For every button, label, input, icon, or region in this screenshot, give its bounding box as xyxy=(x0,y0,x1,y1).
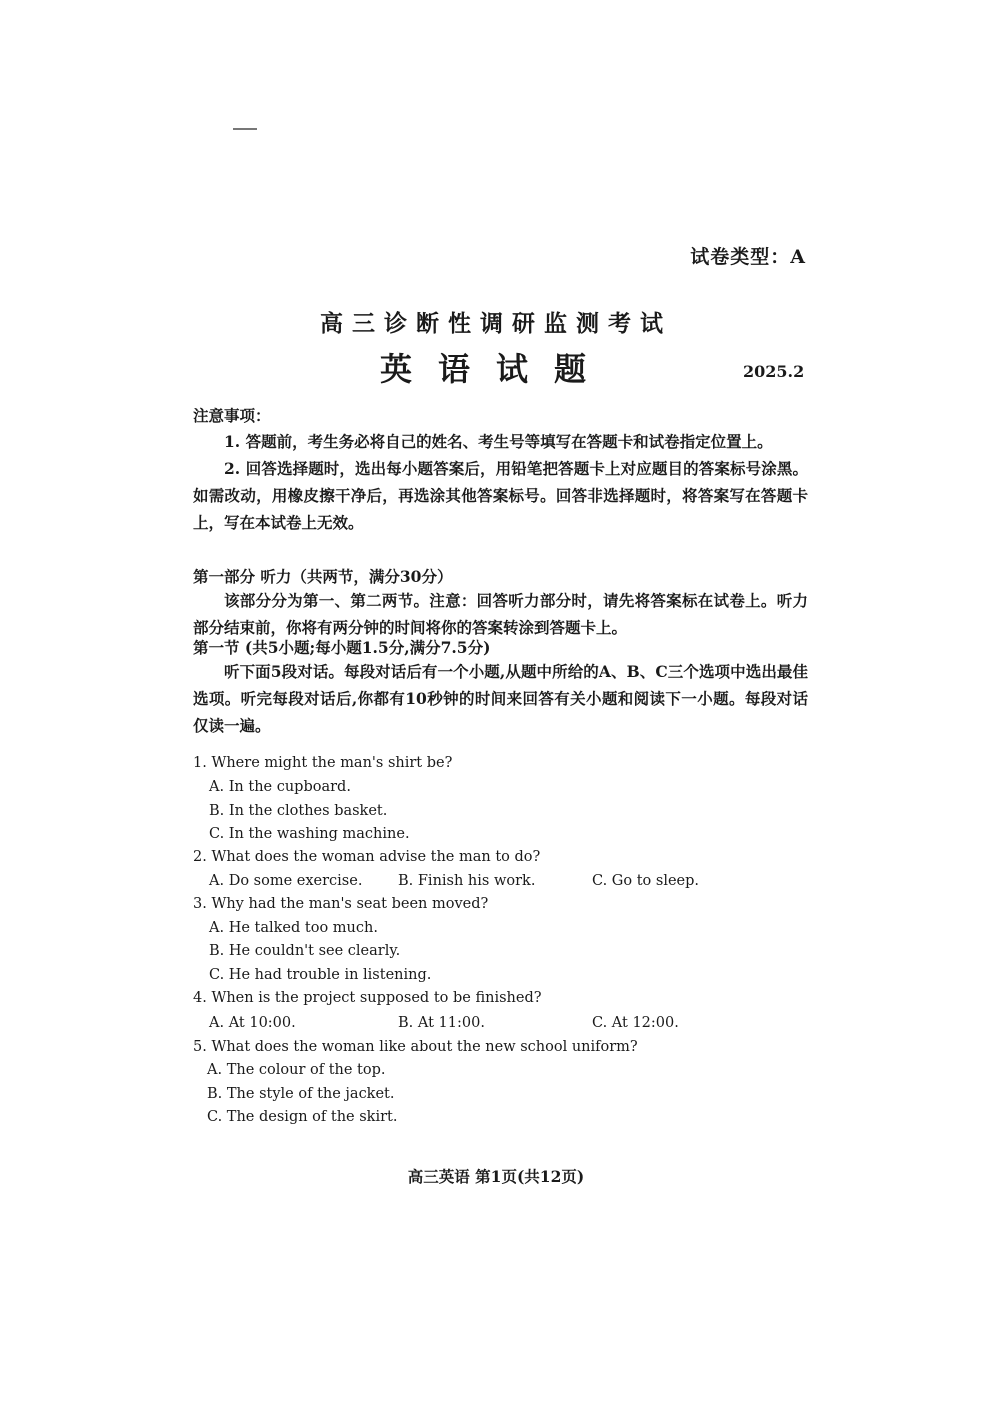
question-2-stem: 2. What does the woman advise the man to do? xyxy=(193,849,541,865)
question-5-option-b: B. The style of the jacket. xyxy=(207,1086,395,1102)
question-2-option-c: C. Go to sleep. xyxy=(592,873,700,889)
exam-title: 高三诊断性调研监测考试 xyxy=(320,310,672,337)
question-1-stem: 1. Where might the man's shirt be? xyxy=(193,755,453,771)
paper-type-label: 试卷类型：A xyxy=(690,246,806,268)
exam-date: 2025.2 xyxy=(743,362,805,381)
section1-heading: 第一节 (共5小题;每小题1.5分,满分7.5分) xyxy=(193,638,491,657)
question-2-option-a: A. Do some exercise. xyxy=(209,873,363,889)
question-1-option-c: C. In the washing machine. xyxy=(209,826,410,842)
page-footer: 高三英语 第1页(共12页) xyxy=(407,1167,585,1186)
section1-intro: 听下面5段对话。每段对话后有一个小题,从题中所给的A、B、C三个选项中选出最佳选项。听完每段对话后,你都有10秒钟的时间来回答有关小题和阅读下一小题。每段对话仅读一遍。 xyxy=(193,662,808,735)
question-4-option-a: A. At 10:00. xyxy=(209,1015,296,1031)
scan-mark xyxy=(233,128,257,130)
notice-item-1: 1. 答题前，考生务必将自己的姓名、考生号等填写在答题卡和试卷指定位置上。 xyxy=(224,432,773,451)
question-3-option-b: B. He couldn't see clearly. xyxy=(209,943,401,959)
question-3-option-a: A. He talked too much. xyxy=(209,920,378,936)
part1-heading: 第一部分 听力（共两节，满分30分） xyxy=(193,567,453,586)
subject-title: 英语试题 xyxy=(379,350,612,388)
question-5-option-a: A. The colour of the top. xyxy=(207,1062,386,1078)
question-5-stem: 5. What does the woman like about the new school uniform? xyxy=(193,1039,638,1055)
notice-item-2: 2. 回答选择题时，选出每小题答案后，用铅笔把答题卡上对应题目的答案标号涂黑。如需改动，用橡皮擦干净后，再选涂其他答案标号。回答非选择题时，将答案写在答题卡上，写在本试卷上无效。 xyxy=(193,459,808,532)
question-2-option-b: B. Finish his work. xyxy=(398,873,536,889)
question-4-stem: 4. When is the project supposed to be finished? xyxy=(193,990,542,1006)
notice-heading: 注意事项： xyxy=(193,406,271,425)
question-4-option-b: B. At 11:00. xyxy=(398,1015,485,1031)
question-5-option-c: C. The design of the skirt. xyxy=(207,1109,398,1125)
part1-intro: 该部分分为第一、第二两节。注意：回答听力部分时，请先将答案标在试卷上。听力部分结束前，你将有两分钟的时间将你的答案转涂到答题卡上。 xyxy=(193,591,808,637)
question-3-option-c: C. He had trouble in listening. xyxy=(209,967,432,983)
question-3-stem: 3. Why had the man's seat been moved? xyxy=(193,896,489,912)
question-1-option-b: B. In the clothes basket. xyxy=(209,803,388,819)
question-4-option-c: C. At 12:00. xyxy=(592,1015,679,1031)
question-1-option-a: A. In the cupboard. xyxy=(209,779,351,795)
